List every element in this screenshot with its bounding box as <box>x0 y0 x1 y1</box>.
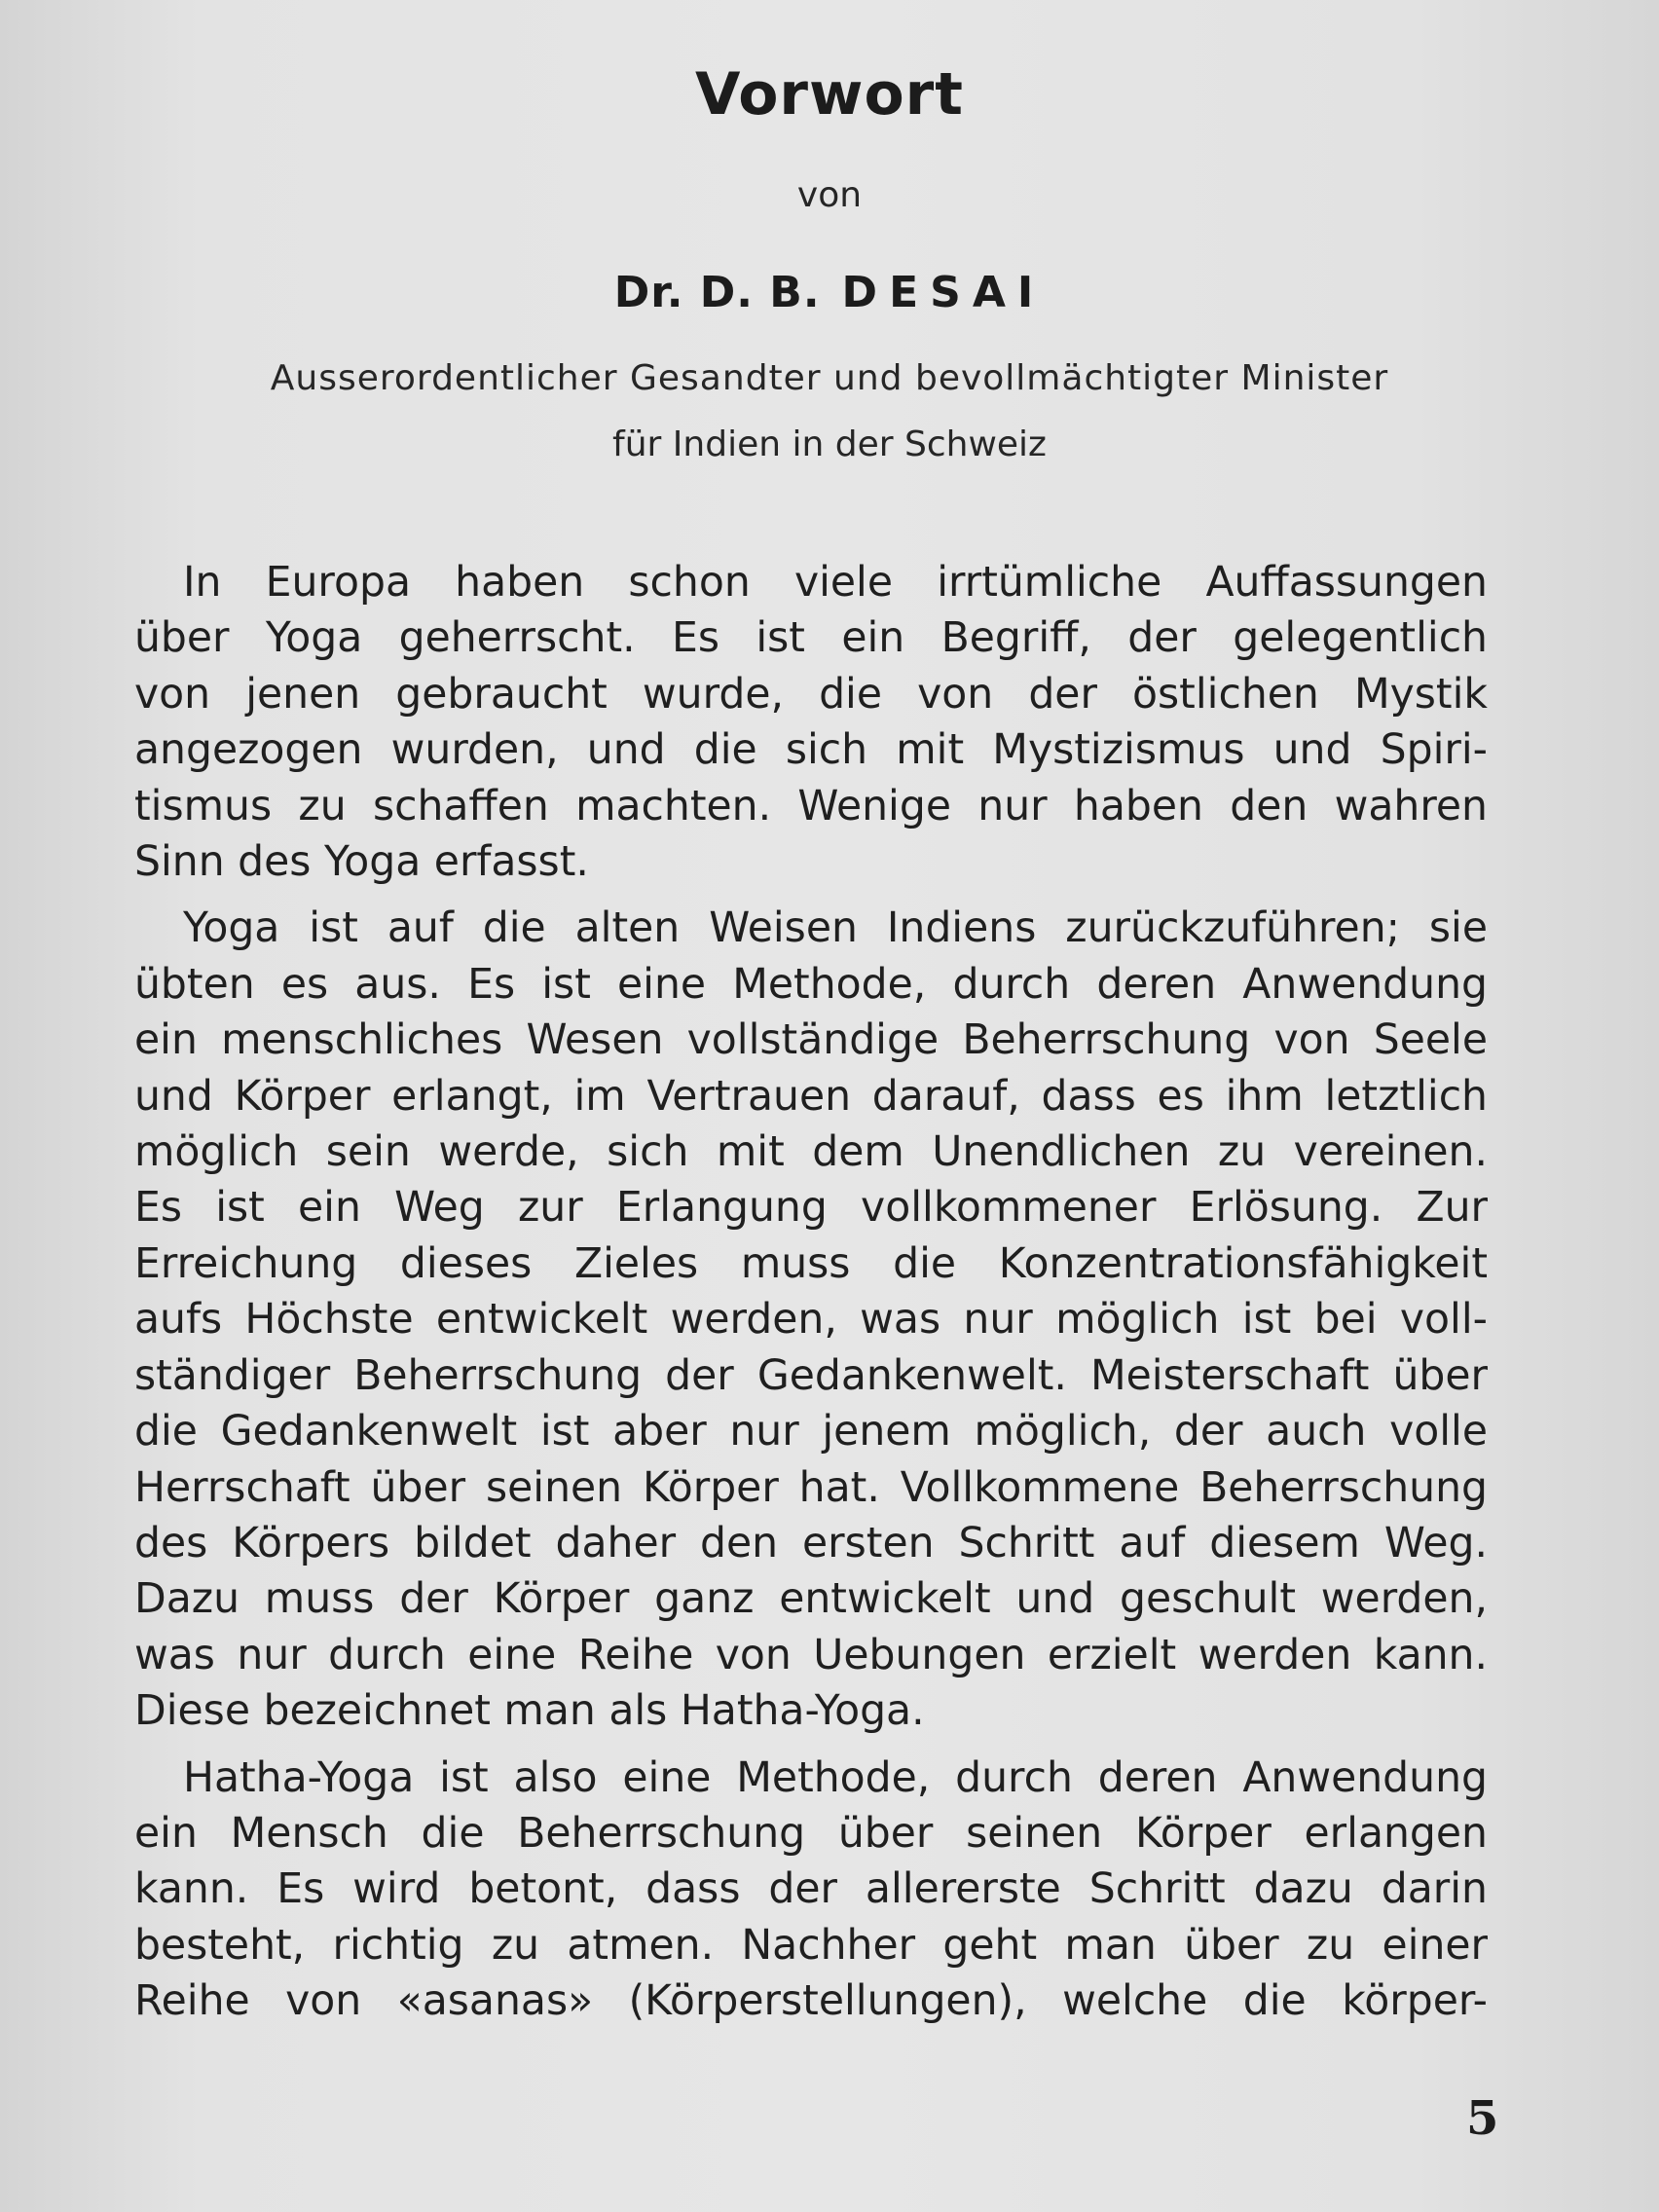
text-line: Reihe von «asanas» (Körperstellungen), welche die körper- <box>134 1977 1488 2026</box>
page-title: Vorwort <box>695 60 964 129</box>
text-line: Yoga ist auf die alten Weisen Indiens zurückzuführen; sie <box>183 904 1488 953</box>
text-line: angezogen wurden, und die sich mit Mystizismus und Spiri- <box>134 726 1488 775</box>
byline-von: von <box>796 175 863 215</box>
text-line: aufs Höchste entwickelt werden, was nur möglich ist bei voll- <box>134 1296 1488 1345</box>
text-line: ständiger Beherrschung der Gedankenwelt. Meisterschaft über <box>134 1351 1488 1400</box>
text-line: möglich sein werde, sich mit dem Unendlichen zu vereinen. <box>134 1128 1488 1177</box>
author-prefix: Dr. D. B. <box>613 268 821 317</box>
text-line: besteht, richtig zu atmen. Nachher geht man über zu einer <box>134 1921 1488 1970</box>
text-line: Es ist ein Weg zur Erlangung vollkommener Erlösung. Zur <box>134 1184 1488 1233</box>
author-surname: DESAI <box>841 268 1046 317</box>
body-text <box>134 555 1488 2041</box>
text-line: was nur durch eine Reihe von Uebungen erzielt werden kann. <box>134 1631 1488 1679</box>
page-number: 5 <box>1466 2091 1499 2146</box>
text-line: ein Mensch die Beherrschung über seinen Körper erlangen <box>134 1809 1488 1858</box>
text-line: In Europa haben schon viele irrtümliche Auffassungen <box>183 559 1488 607</box>
paragraph-2 <box>134 901 1488 1739</box>
text-line: des Körpers bildet daher den ersten Schritt auf diesem Weg. <box>134 1519 1488 1567</box>
text-line: Sinn des Yoga erfasst. <box>134 838 589 887</box>
text-line: Erreichung dieses Zieles muss die Konzentrationsfähigkeit <box>134 1239 1488 1288</box>
paragraph-1 <box>134 555 1488 890</box>
text-line: Diese bezeichnet man als Hatha-Yoga. <box>134 1687 925 1736</box>
text-line: Dazu muss der Körper ganz entwickelt und geschult werden, <box>134 1575 1488 1624</box>
text-line: kann. Es wird betont, dass der allererste Schritt dazu darin <box>134 1865 1488 1914</box>
text-line: und Körper erlangt, im Vertrauen darauf, dass es ihm letztlich <box>134 1072 1488 1121</box>
author-affiliation-line-1: Ausserordentlicher Gesandter und bevollmächtigter Minister <box>270 358 1389 398</box>
author-affiliation-line-2: für Indien in der Schweiz <box>612 424 1047 464</box>
text-line: ein menschliches Wesen vollständige Beherrschung von Seele <box>134 1016 1488 1065</box>
author-name <box>0 268 1659 317</box>
text-line: Hatha-Yoga ist also eine Methode, durch deren Anwendung <box>183 1753 1488 1802</box>
text-line: tismus zu schaffen machten. Wenige nur haben den wahren <box>134 782 1488 830</box>
text-line: Herrschaft über seinen Körper hat. Vollkommene Beherrschung <box>134 1463 1488 1512</box>
text-line: über Yoga geherrscht. Es ist ein Begriff, der gelegentlich <box>134 614 1488 663</box>
text-line: von jenen gebraucht wurde, die von der östlichen Mystik <box>134 670 1488 719</box>
paragraph-3 <box>134 1751 1488 2030</box>
text-line: übten es aus. Es ist eine Methode, durch deren Anwendung <box>134 960 1488 1009</box>
text-line: die Gedankenwelt ist aber nur jenem möglich, der auch volle <box>134 1408 1488 1456</box>
